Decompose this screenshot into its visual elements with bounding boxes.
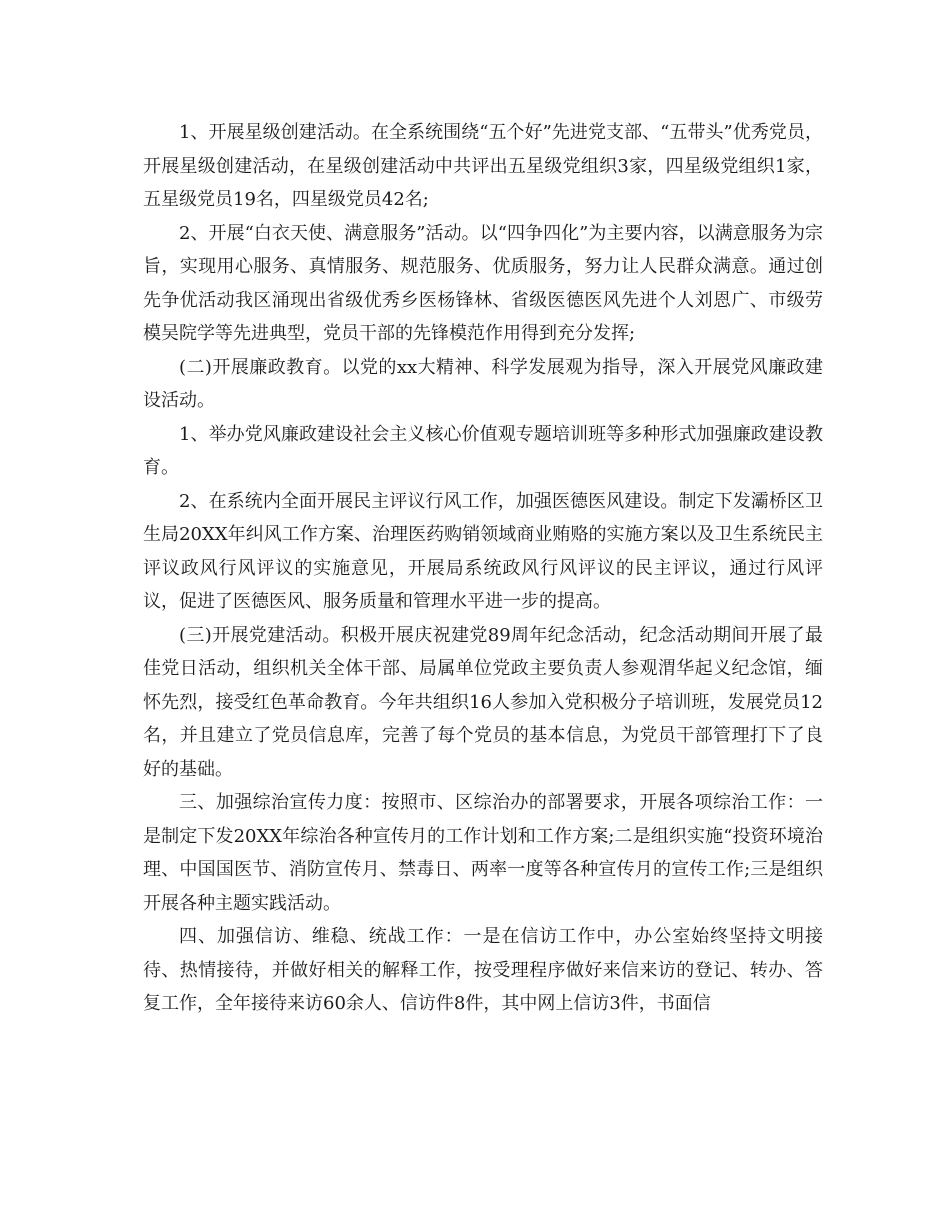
document-body (143, 116, 823, 1021)
paragraph-integrity-education: (二)开展廉政教育。以党的xx大精神、科学发展观为指导，深入开展党风廉政建设活动。 (143, 356, 823, 411)
paragraph-party-building: (三)开展党建活动。积极开展庆祝建党89周年纪念活动，纪念活动期间开展了最佳党日活动，组织机关全体干部、局属单位党政主要负责人参观渭华起义纪念馆，缅怀先烈，接受红色革命教育。今年共组织16人参加入党积极分子培训班，发展党员12名，并且建立了党员信息库，完善了每个党员的基本信息，为党员干部管理打下了良好的基础。 (143, 624, 823, 780)
paragraph-democratic-review: 2、在系统内全面开展民主评议行风工作，加强医德医风建设。制定下发灞桥区卫生局20XX年纠风工作方案、治理医药购销领域商业贿赂的实施方案以及卫生系统民主评议政风行风评议的实施意见，开展局系统政风行风评议的民主评议，通过行风评议，促进了医德医风、服务质量和管理水平进一步的提高。 (143, 490, 823, 612)
paragraph-white-angel-service: 2、开展“白衣天使、满意服务”活动。以“四争四化”为主要内容，以满意服务为宗旨，实现用心服务、真情服务、规范服务、优质服务，努力让人民群众满意。通过创先争优活动我区涌现出省级优秀乡医杨锋林、省级医德医风先进个人刘恩广、市级劳模吴院学等先进典型，党员干部的先锋模范作用得到充分发挥; (143, 222, 823, 344)
paragraph-petition-stability: 四、加强信访、维稳、统战工作：一是在信访工作中，办公室始终坚持文明接待、热情接待，并做好相关的解释工作，按受理程序做好来信来访的登记、转办、答复工作，全年接待来访60余人、信访件8件，其中网上信访3件，书面信 (143, 926, 823, 1014)
paragraph-integrity-training: 1、举办党风廉政建设社会主义核心价值观专题培训班等多种形式加强廉政建设教育。 (143, 423, 823, 478)
paragraph-comprehensive-governance: 三、加强综治宣传力度：按照市、区综治办的部署要求，开展各项综治工作：一是制定下发20XX年综治各种宣传月的工作计划和工作方案;二是组织实施“投资环境治理、中国国医节、消防宣传月、禁毒日、两率一度等各种宣传月的宣传工作;三是组织开展各种主题实践活动。 (143, 792, 823, 914)
paragraph-star-rating-activity: 1、开展星级创建活动。在全系统围绕“五个好”先进党支部、“五带头”优秀党员，开展星级创建活动，在星级创建活动中共评出五星级党组织3家，四星级党组织1家，五星级党员19名，四星级党员42名; (143, 122, 823, 210)
